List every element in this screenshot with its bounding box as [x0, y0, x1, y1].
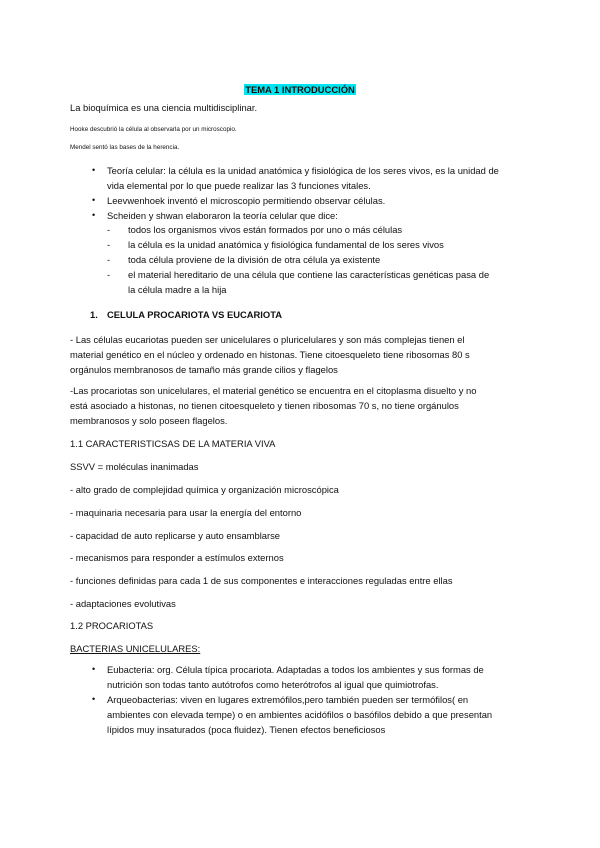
dash-4-line-1: el material hereditario de una célula que contiene las características genéticas pasa de — [128, 269, 490, 280]
subsection-1-1-heading: 1.1 CARACTERISTICSAS DE LA MATERIA VIVA — [70, 438, 276, 449]
dash-2: la célula es la unidad anatómica y fisiológica fundamental de los seres vivos — [128, 239, 444, 250]
para-2-line-1: -Las procariotas son unicelulares, el material genético se encuentra en el citoplasma disuelto y no — [70, 385, 477, 396]
feature-item: - maquinaria necesaria para usar la energía del entorno — [70, 507, 302, 518]
dash-icon: - — [107, 239, 111, 250]
bullet-1-line-2: vida elemental por lo que puede realizar las 3 funciones vitales. — [107, 180, 371, 191]
bullet-icon: • — [92, 195, 96, 205]
dash-1: todos los organismos vivos están formados por uno o más células — [128, 224, 403, 235]
section-1-heading: CELULA PROCARIOTA VS EUCARIOTA — [107, 309, 282, 320]
para-2-line-2: está asociado a histonas, no tienen citoesqueleto y tienen ribosomas 70 s, no tiene orgánulos — [70, 400, 459, 411]
ssvv-line: SSVV = moléculas inanimadas — [70, 461, 199, 472]
para-1-line-3: orgánulos membranosos de tamaño más grande cilios y flagelos — [70, 364, 338, 375]
document-title — [0, 80, 600, 98]
feature-item: - capacidad de auto replicarse y auto ensamblarse — [70, 530, 281, 541]
feature-item: - funciones definidas para cada 1 de sus componentes e interacciones reguladas entre ellas — [70, 575, 453, 586]
dash-icon: - — [107, 269, 111, 280]
arqueobacterias-line-2: ambientes con elevada tempe) o en ambientes acidófilos o basófilos debido a que presentan — [107, 709, 493, 720]
bullet-1-line-1: Teoría celular: la célula es la unidad anatómica y fisiológica de los seres vivos, es la unidad de — [107, 165, 499, 176]
intro-line-2: Hooke descubrió la célula al observarla por un microscopio. — [70, 126, 237, 133]
bullet-icon: • — [92, 664, 96, 674]
feature-item: - mecanismos para responder a estímulos externos — [70, 552, 284, 563]
intro-line-3: Mendel sentó las bases de la herencia. — [70, 144, 180, 151]
eubacteria-line-1: Eubacteria: org. Célula típica procariota. Adaptadas a todos los ambientes y sus formas de — [107, 664, 484, 675]
para-2-line-3: membranosos y solo poseen flagelos. — [70, 415, 228, 426]
dash-4-line-2: la célula madre a la hija — [128, 284, 227, 295]
bacterias-heading: BACTERIAS UNICELULARES: — [70, 643, 201, 654]
subsection-1-2-heading: 1.2 PROCARIOTAS — [70, 620, 154, 631]
bullet-icon: • — [92, 694, 96, 704]
title-highlight: TEMA 1 INTRODUCCIÓN — [245, 84, 355, 95]
feature-item: - alto grado de complejidad química y organización microscópica — [70, 484, 339, 495]
bullet-icon: • — [92, 165, 96, 175]
dash-icon: - — [107, 254, 111, 265]
dash-3: toda célula proviene de la división de otra célula ya existente — [128, 254, 381, 265]
intro-line-1: La bioquímica es una ciencia multidisciplinar. — [70, 102, 258, 113]
section-1-number: 1. — [90, 309, 98, 320]
eubacteria-line-2: nutrición son todas tanto autótrofos como heterótrofos al igual que quimiotrofas. — [107, 679, 439, 690]
bullet-icon: • — [92, 210, 96, 220]
dash-icon: - — [107, 224, 111, 235]
bullet-2-line-1: Leevwenhoek inventó el microscopio permitiendo observar células. — [107, 195, 386, 206]
bullet-3-line-1: Scheiden y shwan elaboraron la teoría celular que dice: — [107, 210, 338, 221]
para-1-line-1: - Las células eucariotas pueden ser unicelulares o pluricelulares y son más complejas tienen el — [70, 334, 465, 345]
arqueobacterias-line-1: Arqueobacterias: viven en lugares extremófilos,pero también pueden ser termófilos( en — [107, 694, 469, 705]
para-1-line-2: material genético en el núcleo y ordenado en histonas. Tiene citoesqueleto tiene ribosomas 80 s — [70, 349, 470, 360]
feature-item: - adaptaciones evolutivas — [70, 598, 176, 609]
arqueobacterias-line-3: lípidos muy insaturados (poca fluidez). Tienen efectos beneficiosos — [107, 724, 386, 735]
